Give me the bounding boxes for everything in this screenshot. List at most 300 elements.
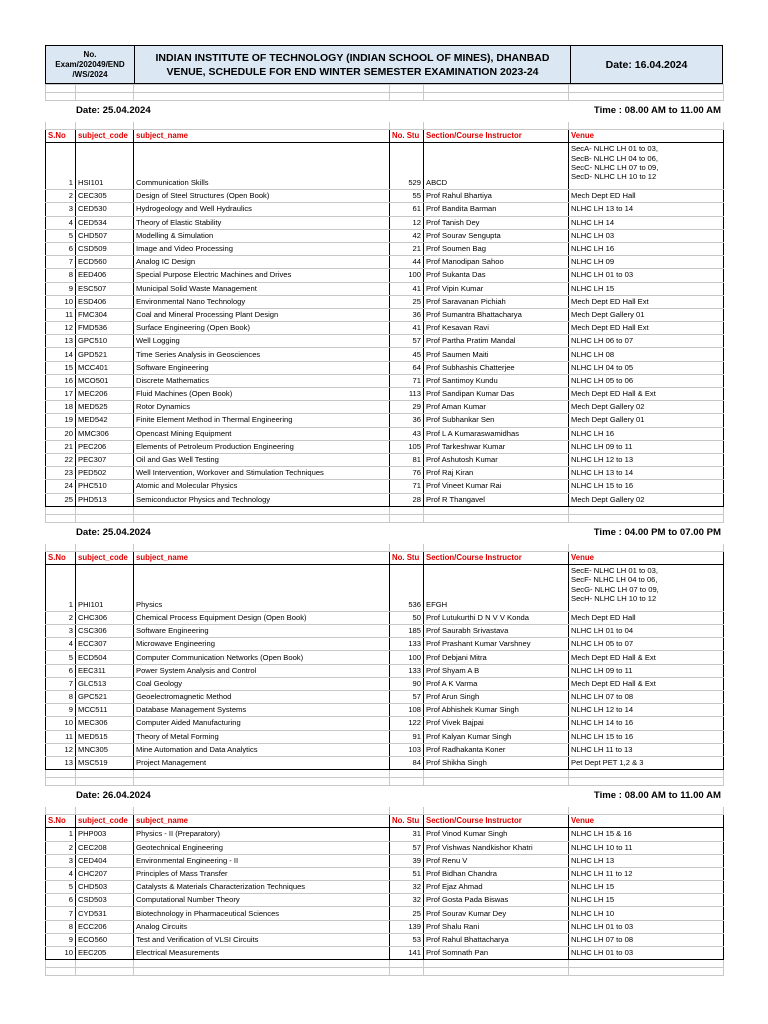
- table-row: [46, 374, 724, 387]
- empty-cell: [569, 543, 724, 551]
- course-instructor: ABCD: [424, 143, 569, 190]
- table-row: [46, 401, 724, 414]
- course-instructor: Prof Partha Pratim Mandal: [424, 335, 569, 348]
- subject-code: MSC519: [76, 756, 134, 769]
- venue: NLHC LH 12 to 13: [569, 453, 724, 466]
- table-row: [46, 756, 724, 769]
- venue: Mech Dept ED Hall & Ext: [569, 677, 724, 690]
- table-row: [46, 611, 724, 624]
- venue: NLHC LH 15: [569, 894, 724, 907]
- serial-number: 6: [46, 894, 76, 907]
- exam-number: No. Exam/202049/END /WS/2024: [46, 46, 135, 83]
- subject-code: ECO560: [76, 933, 134, 946]
- table-row: [46, 143, 724, 190]
- subject-name: Hydrogeology and Well Hydraulics: [134, 203, 390, 216]
- subject-name: Well Logging: [134, 335, 390, 348]
- serial-number: 13: [46, 756, 76, 769]
- empty-cell: [390, 543, 424, 551]
- empty-cell: [76, 85, 134, 93]
- venue: Mech Dept ED Hall & Ext: [569, 388, 724, 401]
- venue: Mech Dept Gallery 02: [569, 493, 724, 506]
- course-instructor: Prof R Thangavel: [424, 493, 569, 506]
- column-header: Section/Course Instructor: [424, 551, 569, 564]
- course-instructor: Prof Bidhan Chandra: [424, 867, 569, 880]
- subject-name: Municipal Solid Waste Management: [134, 282, 390, 295]
- student-count: 43: [390, 427, 424, 440]
- venue: NLHC LH 16: [569, 427, 724, 440]
- venue: NLHC LH 11 to 13: [569, 743, 724, 756]
- course-instructor: Prof Arun Singh: [424, 691, 569, 704]
- course-instructor: Prof Sukanta Das: [424, 269, 569, 282]
- serial-number: 9: [46, 933, 76, 946]
- student-count: 53: [390, 933, 424, 946]
- session-time: Time : 08.00 AM to 11.00 AM: [390, 786, 724, 807]
- table-row: [46, 704, 724, 717]
- course-instructor: Prof Manodipan Sahoo: [424, 256, 569, 269]
- serial-number: 12: [46, 743, 76, 756]
- table-row: [46, 638, 724, 651]
- empty-cell: [46, 807, 76, 815]
- session-time: Time : 08.00 AM to 11.00 AM: [390, 101, 724, 122]
- venue: NLHC LH 09 to 11: [569, 664, 724, 677]
- course-instructor: Prof Lutukurthi D N V V Konda: [424, 611, 569, 624]
- serial-number: 5: [46, 651, 76, 664]
- subject-code: CYD531: [76, 907, 134, 920]
- serial-number: 18: [46, 401, 76, 414]
- empty-cell: [424, 770, 569, 778]
- spacer-row: [46, 968, 724, 976]
- student-count: 536: [390, 564, 424, 611]
- subject-code: CEC208: [76, 841, 134, 854]
- table-row: [46, 493, 724, 506]
- serial-number: 11: [46, 308, 76, 321]
- serial-number: 5: [46, 881, 76, 894]
- serial-number: 3: [46, 625, 76, 638]
- subject-name: Theory of Elastic Stability: [134, 216, 390, 229]
- subject-name: Environmental Nano Technology: [134, 295, 390, 308]
- student-count: 57: [390, 691, 424, 704]
- table-row: [46, 203, 724, 216]
- venue: Mech Dept ED Hall: [569, 611, 724, 624]
- course-instructor: Prof Sumantra Bhattacharya: [424, 308, 569, 321]
- serial-number: 3: [46, 854, 76, 867]
- table-row: [46, 625, 724, 638]
- venue: NLHC LH 13 to 14: [569, 467, 724, 480]
- empty-cell: [76, 968, 134, 976]
- subject-code: MCC401: [76, 361, 134, 374]
- venue: Mech Dept Gallery 02: [569, 401, 724, 414]
- empty-cell: [569, 506, 724, 514]
- serial-number: 24: [46, 480, 76, 493]
- subject-name: Analog Circuits: [134, 920, 390, 933]
- venue: NLHC LH 15 to 16: [569, 480, 724, 493]
- serial-number: 7: [46, 677, 76, 690]
- document-title: [135, 46, 571, 83]
- empty-cell: [76, 122, 134, 130]
- table-row: [46, 920, 724, 933]
- subject-name: Atomic and Molecular Physics: [134, 480, 390, 493]
- empty-cell: [76, 506, 134, 514]
- empty-cell: [46, 543, 76, 551]
- course-instructor: Prof Ejaz Ahmad: [424, 881, 569, 894]
- table-row: [46, 216, 724, 229]
- table-row: [46, 282, 724, 295]
- subject-name: Mine Automation and Data Analytics: [134, 743, 390, 756]
- serial-number: 1: [46, 143, 76, 190]
- subject-name: Physics - II (Preparatory): [134, 828, 390, 841]
- spacer-row: [46, 122, 724, 130]
- student-count: 71: [390, 480, 424, 493]
- subject-name: Surface Engineering (Open Book): [134, 322, 390, 335]
- student-count: 51: [390, 867, 424, 880]
- table-row: [46, 229, 724, 242]
- serial-number: 4: [46, 867, 76, 880]
- column-header: Venue: [569, 551, 724, 564]
- subject-name: Coal Geology: [134, 677, 390, 690]
- table-row: [46, 269, 724, 282]
- session-date: Date: 26.04.2024: [46, 786, 390, 807]
- table-row: [46, 295, 724, 308]
- exam-schedule-sheet: [45, 45, 723, 976]
- student-count: 100: [390, 651, 424, 664]
- course-instructor: Prof Rahul Bhattacharya: [424, 933, 569, 946]
- subject-name: Elements of Petroleum Production Engineering: [134, 440, 390, 453]
- table-row: [46, 933, 724, 946]
- empty-cell: [134, 514, 390, 522]
- student-count: 32: [390, 894, 424, 907]
- course-instructor: Prof Aman Kumar: [424, 401, 569, 414]
- student-count: 29: [390, 401, 424, 414]
- empty-cell: [390, 93, 424, 101]
- column-header: subject_code: [76, 551, 134, 564]
- student-count: 529: [390, 143, 424, 190]
- student-count: 100: [390, 269, 424, 282]
- course-instructor: Prof A K Varma: [424, 677, 569, 690]
- subject-code: CSD503: [76, 894, 134, 907]
- empty-cell: [134, 968, 390, 976]
- student-count: 55: [390, 190, 424, 203]
- student-count: 61: [390, 203, 424, 216]
- course-instructor: Prof Sandipan Kumar Das: [424, 388, 569, 401]
- table-row: [46, 867, 724, 880]
- table-row: [46, 907, 724, 920]
- subject-name: Well Intervention, Workover and Stimulation Techniques: [134, 467, 390, 480]
- subject-code: PHC510: [76, 480, 134, 493]
- subject-code: ECC307: [76, 638, 134, 651]
- subject-name: Electrical Measurements: [134, 947, 390, 960]
- empty-cell: [424, 514, 569, 522]
- subject-code: GPC510: [76, 335, 134, 348]
- subject-code: CSD509: [76, 242, 134, 255]
- column-header: No. Stu: [390, 815, 424, 828]
- student-count: 25: [390, 295, 424, 308]
- column-header-row: [46, 130, 724, 143]
- subject-name: Power System Analysis and Control: [134, 664, 390, 677]
- spacer-row: [46, 770, 724, 778]
- student-count: 141: [390, 947, 424, 960]
- table-row: [46, 947, 724, 960]
- subject-code: CED530: [76, 203, 134, 216]
- subject-name: Design of Steel Structures (Open Book): [134, 190, 390, 203]
- table-row: [46, 414, 724, 427]
- subject-code: MED542: [76, 414, 134, 427]
- spacer-row: [46, 514, 724, 522]
- venue: NLHC LH 09: [569, 256, 724, 269]
- venue: NLHC LH 03: [569, 229, 724, 242]
- spacer-row: [46, 807, 724, 815]
- serial-number: 10: [46, 947, 76, 960]
- empty-cell: [424, 122, 569, 130]
- serial-number: 2: [46, 190, 76, 203]
- venue: NLHC LH 15: [569, 881, 724, 894]
- subject-name: Semiconductor Physics and Technology: [134, 493, 390, 506]
- column-header: subject_code: [76, 130, 134, 143]
- subject-code: PHI101: [76, 564, 134, 611]
- student-count: 21: [390, 242, 424, 255]
- serial-number: 23: [46, 467, 76, 480]
- course-instructor: Prof Sourav Kumar Dey: [424, 907, 569, 920]
- student-count: 45: [390, 348, 424, 361]
- subject-code: PEC206: [76, 440, 134, 453]
- student-count: 28: [390, 493, 424, 506]
- subject-name: Biotechnology in Pharmaceutical Sciences: [134, 907, 390, 920]
- student-count: 113: [390, 388, 424, 401]
- course-instructor: Prof Saumen Maiti: [424, 348, 569, 361]
- student-count: 50: [390, 611, 424, 624]
- venue: NLHC LH 05 to 07: [569, 638, 724, 651]
- table-row: [46, 480, 724, 493]
- course-instructor: Prof Tarkeshwar Kumar: [424, 440, 569, 453]
- student-count: 76: [390, 467, 424, 480]
- student-count: 57: [390, 841, 424, 854]
- empty-cell: [76, 543, 134, 551]
- subject-name: Rotor Dynamics: [134, 401, 390, 414]
- venue: NLHC LH 12 to 14: [569, 704, 724, 717]
- subject-code: MEC306: [76, 717, 134, 730]
- empty-cell: [134, 807, 390, 815]
- serial-number: 2: [46, 611, 76, 624]
- serial-number: 10: [46, 295, 76, 308]
- table-row: [46, 854, 724, 867]
- course-instructor: Prof Bandita Barman: [424, 203, 569, 216]
- subject-code: PED502: [76, 467, 134, 480]
- student-count: 133: [390, 638, 424, 651]
- course-instructor: Prof Saravanan Pichiah: [424, 295, 569, 308]
- empty-cell: [569, 514, 724, 522]
- course-instructor: Prof Saurabh Srivastava: [424, 625, 569, 638]
- column-header-row: [46, 815, 724, 828]
- serial-number: 16: [46, 374, 76, 387]
- subject-code: FMD536: [76, 322, 134, 335]
- subject-code: EEC205: [76, 947, 134, 960]
- serial-number: 8: [46, 691, 76, 704]
- course-instructor: EFGH: [424, 564, 569, 611]
- empty-cell: [46, 960, 76, 968]
- column-header: Venue: [569, 130, 724, 143]
- empty-cell: [46, 770, 76, 778]
- subject-code: CHC207: [76, 867, 134, 880]
- venue: NLHC LH 10 to 11: [569, 841, 724, 854]
- venue: NLHC LH 01 to 03: [569, 920, 724, 933]
- subject-name: Geotechnical Engineering: [134, 841, 390, 854]
- table-row: [46, 730, 724, 743]
- table-row: [46, 691, 724, 704]
- subject-code: CHD503: [76, 881, 134, 894]
- venue: NLHC LH 01 to 04: [569, 625, 724, 638]
- empty-cell: [46, 514, 76, 522]
- course-instructor: Prof Abhishek Kumar Singh: [424, 704, 569, 717]
- student-count: 44: [390, 256, 424, 269]
- empty-cell: [46, 968, 76, 976]
- subject-name: Oil and Gas Well Testing: [134, 453, 390, 466]
- serial-number: 19: [46, 414, 76, 427]
- course-instructor: Prof Kesavan Ravi: [424, 322, 569, 335]
- empty-cell: [424, 85, 569, 93]
- empty-cell: [46, 93, 76, 101]
- subject-code: ESD406: [76, 295, 134, 308]
- subject-name: Computer Aided Manufacturing: [134, 717, 390, 730]
- spacer-row: [46, 543, 724, 551]
- venue: NLHC LH 10: [569, 907, 724, 920]
- student-count: 36: [390, 414, 424, 427]
- empty-cell: [46, 85, 76, 93]
- empty-cell: [134, 506, 390, 514]
- table-row: [46, 427, 724, 440]
- empty-cell: [76, 770, 134, 778]
- table-row: [46, 256, 724, 269]
- empty-cell: [46, 778, 76, 786]
- student-count: 41: [390, 322, 424, 335]
- table-row: [46, 361, 724, 374]
- student-count: 31: [390, 828, 424, 841]
- serial-number: 4: [46, 638, 76, 651]
- serial-number: 15: [46, 361, 76, 374]
- table-row: [46, 651, 724, 664]
- subject-name: Modelling & Simulation: [134, 229, 390, 242]
- subject-code: HSI101: [76, 143, 134, 190]
- table-row: [46, 335, 724, 348]
- course-instructor: Prof Tanish Dey: [424, 216, 569, 229]
- student-count: 39: [390, 854, 424, 867]
- serial-number: 12: [46, 322, 76, 335]
- empty-cell: [134, 122, 390, 130]
- venue: Mech Dept ED Hall Ext: [569, 295, 724, 308]
- venue: NLHC LH 09 to 11: [569, 440, 724, 453]
- empty-cell: [134, 85, 390, 93]
- student-count: 133: [390, 664, 424, 677]
- spacer-row: [46, 778, 724, 786]
- venue: NLHC LH 16: [569, 242, 724, 255]
- spacer-row: [46, 506, 724, 514]
- empty-cell: [134, 778, 390, 786]
- spacer-row: [46, 960, 724, 968]
- subject-code: MNC305: [76, 743, 134, 756]
- venue: Mech Dept ED Hall Ext: [569, 322, 724, 335]
- empty-cell: [569, 778, 724, 786]
- student-count: 36: [390, 308, 424, 321]
- subject-name: Discrete Mathematics: [134, 374, 390, 387]
- column-header: Section/Course Instructor: [424, 130, 569, 143]
- session-header: [46, 786, 724, 807]
- serial-number: 7: [46, 907, 76, 920]
- column-header: subject_name: [134, 130, 390, 143]
- empty-cell: [424, 960, 569, 968]
- empty-cell: [134, 770, 390, 778]
- student-count: 81: [390, 453, 424, 466]
- subject-name: Principles of Mass Transfer: [134, 867, 390, 880]
- empty-cell: [424, 807, 569, 815]
- subject-code: CSC306: [76, 625, 134, 638]
- venue: Mech Dept ED Hall & Ext: [569, 651, 724, 664]
- serial-number: 9: [46, 282, 76, 295]
- empty-cell: [390, 506, 424, 514]
- serial-number: 6: [46, 242, 76, 255]
- serial-number: 10: [46, 717, 76, 730]
- subject-name: Environmental Engineering - II: [134, 854, 390, 867]
- serial-number: 1: [46, 564, 76, 611]
- spacer-row: [46, 85, 724, 93]
- serial-number: 4: [46, 216, 76, 229]
- subject-name: Catalysts & Materials Characterization Techniques: [134, 881, 390, 894]
- venue: Mech Dept ED Hall: [569, 190, 724, 203]
- course-instructor: Prof Vineet Kumar Rai: [424, 480, 569, 493]
- student-count: 12: [390, 216, 424, 229]
- spacer-row: [46, 93, 724, 101]
- venue: NLHC LH 05 to 06: [569, 374, 724, 387]
- venue: NLHC LH 01 to 03: [569, 947, 724, 960]
- student-count: 71: [390, 374, 424, 387]
- table-row: [46, 743, 724, 756]
- serial-number: 25: [46, 493, 76, 506]
- course-instructor: Prof Debjani Mitra: [424, 651, 569, 664]
- table-row: [46, 388, 724, 401]
- title-line-1: INDIAN INSTITUTE OF TECHNOLOGY (INDIAN SCHOOL OF MINES), DHANBAD: [155, 51, 550, 64]
- course-instructor: Prof Vivek Bajpai: [424, 717, 569, 730]
- venue: NLHC LH 15 & 16: [569, 828, 724, 841]
- empty-cell: [569, 93, 724, 101]
- empty-cell: [76, 93, 134, 101]
- table-row: [46, 467, 724, 480]
- serial-number: 5: [46, 229, 76, 242]
- subject-code: EED406: [76, 269, 134, 282]
- venue: NLHC LH 06 to 07: [569, 335, 724, 348]
- course-instructor: Prof Prashant Kumar Varshney: [424, 638, 569, 651]
- venue: NLHC LH 15: [569, 282, 724, 295]
- subject-code: PEC307: [76, 453, 134, 466]
- column-header: Section/Course Instructor: [424, 815, 569, 828]
- student-count: 57: [390, 335, 424, 348]
- subject-code: CEC305: [76, 190, 134, 203]
- subject-name: Fluid Machines (Open Book): [134, 388, 390, 401]
- course-instructor: Prof Shyam A B: [424, 664, 569, 677]
- subject-name: Time Series Analysis in Geosciences: [134, 348, 390, 361]
- serial-number: 11: [46, 730, 76, 743]
- subject-name: Coal and Mineral Processing Plant Design: [134, 308, 390, 321]
- table-row: [46, 242, 724, 255]
- empty-cell: [134, 93, 390, 101]
- empty-cell: [390, 514, 424, 522]
- column-header-row: [46, 551, 724, 564]
- serial-number: 7: [46, 256, 76, 269]
- subject-code: ESC507: [76, 282, 134, 295]
- session-date: Date: 25.04.2024: [46, 522, 390, 543]
- subject-code: GPC521: [76, 691, 134, 704]
- session-header: [46, 101, 724, 122]
- column-header: S.No: [46, 130, 76, 143]
- subject-code: PHD513: [76, 493, 134, 506]
- empty-cell: [390, 807, 424, 815]
- subject-name: Special Purpose Electric Machines and Drives: [134, 269, 390, 282]
